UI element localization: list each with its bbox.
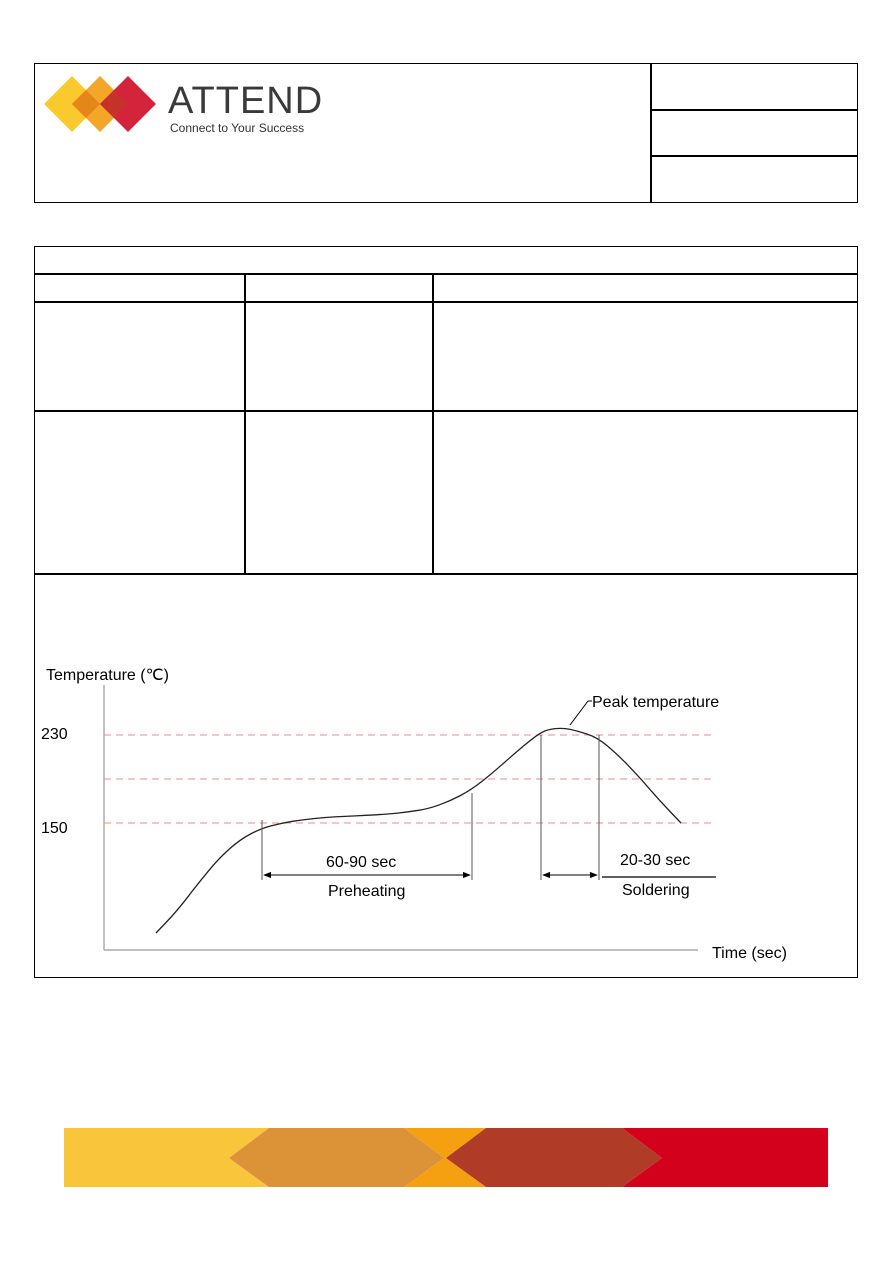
logo-icon [44, 76, 160, 134]
y-tick-label: 150 [41, 820, 68, 837]
solder-label: Soldering [622, 882, 690, 899]
table-row-divider [34, 410, 858, 412]
table-row-divider [34, 573, 858, 575]
brand-tagline: Connect to Your Success [170, 121, 305, 135]
header-cell-divider-1 [650, 109, 858, 111]
table-row-divider [34, 273, 858, 275]
peak-leader [570, 701, 588, 725]
y-axis-label: Temperature (℃) [46, 667, 169, 684]
preheat-duration-label: 60-90 sec [326, 854, 397, 871]
table-row-divider [34, 301, 858, 303]
brand-name: ATTEND [168, 80, 324, 122]
peak-label: Peak temperature [592, 694, 720, 711]
preheat-label: Preheating [328, 883, 406, 900]
x-axis-label: Time (sec) [712, 945, 787, 962]
reflow-chart [36, 655, 816, 970]
header-cell-divider-2 [650, 155, 858, 157]
solder-duration-label: 20-30 sec [620, 852, 691, 869]
temperature-curve [156, 728, 681, 933]
footer-band [64, 1128, 828, 1188]
reference-lines [104, 735, 712, 823]
header-divider [650, 63, 652, 203]
y-tick-label: 230 [41, 726, 68, 743]
table-col-divider [244, 273, 246, 574]
table-col-divider [432, 273, 434, 574]
